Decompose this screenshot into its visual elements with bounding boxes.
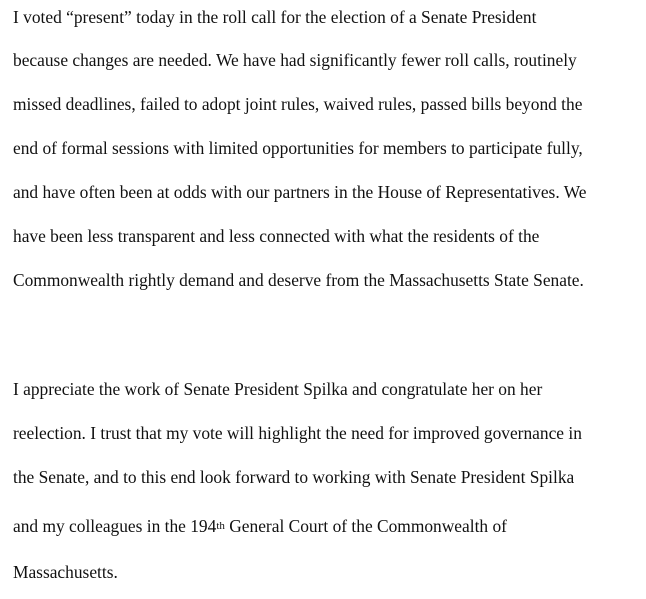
ordinal-superscript: th <box>216 520 225 532</box>
paragraph-line <box>13 516 507 536</box>
paragraph-line: Commonwealth rightly demand and deserve from the Massachusetts State Senate. <box>13 270 584 290</box>
paragraph-line: I voted “present” today in the roll call for the election of a Senate President <box>13 7 537 27</box>
paragraph-line: end of formal sessions with limited opportunities for members to participate fully, <box>13 138 583 158</box>
paragraph-line: have been less transparent and less connected with what the residents of the <box>13 226 540 246</box>
paragraph-line: Massachusetts. <box>13 562 118 582</box>
paragraph-line: I appreciate the work of Senate President Spilka and congratulate her on her <box>13 379 543 399</box>
paragraph-line: and have often been at odds with our partners in the House of Representatives. We <box>13 182 587 202</box>
paragraph-line: reelection. I trust that my vote will highlight the need for improved governance in <box>13 423 582 443</box>
paragraph-line: because changes are needed. We have had significantly fewer roll calls, routinely <box>13 50 577 70</box>
line-text-after: General Court of the Commonwealth of <box>224 516 507 536</box>
paragraph-line: the Senate, and to this end look forward to working with Senate President Spilka <box>13 467 575 487</box>
paragraph-line: missed deadlines, failed to adopt joint rules, waived rules, passed bills beyond the <box>13 94 583 114</box>
line-text-before: and my colleagues in the 194 <box>13 516 217 536</box>
